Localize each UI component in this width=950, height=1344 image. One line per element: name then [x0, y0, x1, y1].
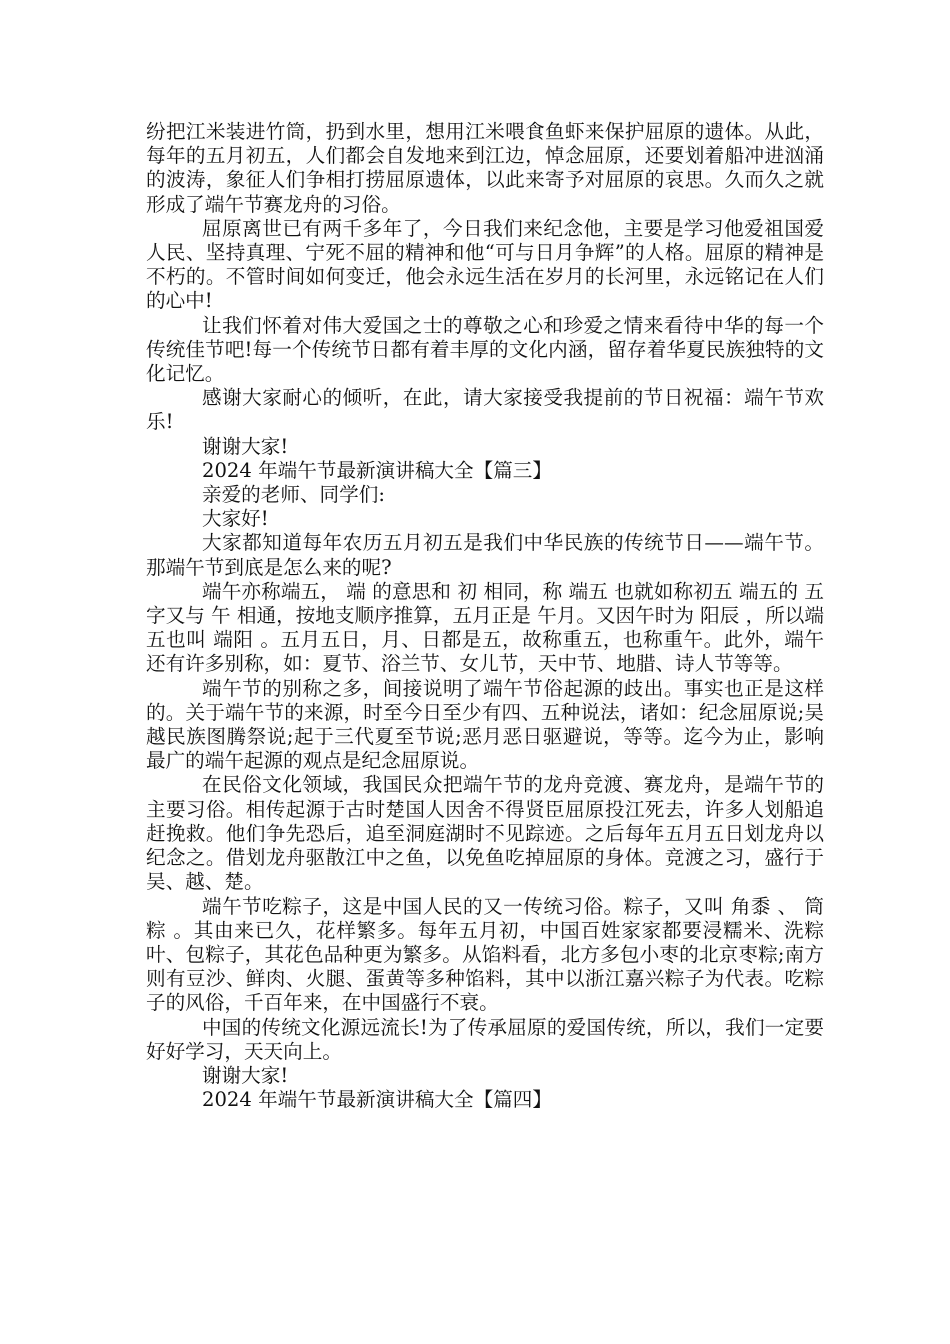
- paragraph-thanks-blessing: 感谢大家耐心的倾听，在此，请大家接受我提前的节日祝福：端午节欢乐!: [146, 386, 824, 434]
- paragraph-zongzi: 端午节吃粽子，这是中国人民的又一传统习俗。粽子，又叫 角黍 、 筒粽 。其由来已久，花样繁多。每年五月初，中国百姓家家都要浸糯米、洗粽叶、包粽子，其花色品种更为繁多。从馅料看，北方多包小枣的北京枣粽;南方则有豆沙、鲜肉、火腿、蛋黄等多种馅料，其中以浙江嘉兴粽子为代表。吃粽子的风俗，千百年来，在中国盛行不衰。: [146, 894, 824, 1015]
- paragraph-festival-heritage: 让我们怀着对伟大爱国之士的尊敬之心和珍爱之情来看待中华的每一个传统佳节吧!每一个传统节日都有着丰厚的文化内涵，留存着华夏民族独特的文化记忆。: [146, 313, 824, 386]
- paragraph-dragon-boat: 在民俗文化领域，我国民众把端午节的龙舟竞渡、赛龙舟，是端午节的主要习俗。相传起源于古时楚国人因舍不得贤臣屈原投江死去，许多人划船追赶挽救。他们争先恐后，追至洞庭湖时不见踪迹。之后每年五月五日划龙舟以纪念之。借划龙舟驱散江中之鱼，以免鱼吃掉屈原的身体。竞渡之习，盛行于吴、越、楚。: [146, 773, 824, 894]
- paragraph-tradition-closing: 中国的传统文化源远流长!为了传承屈原的爱国传统，所以，我们一定要好好学习，天天向上。: [146, 1015, 824, 1063]
- section-heading-part-three: 2024 年端午节最新演讲稿大全【篇三】: [202, 458, 552, 482]
- document-body: [146, 120, 824, 1112]
- paragraph-origin-theories: 端午节的别称之多，间接说明了端午节俗起源的歧出。事实也正是这样的。关于端午节的来源，时至今日至少有四、五种说法，诸如：纪念屈原说;吴越民族图腾祭说;起于三代夏至节说;恶月恶日驱避说，等等。迄今为止，影响最广的端午起源的观点是纪念屈原说。: [146, 676, 824, 773]
- closing-thanks: 谢谢大家!: [202, 434, 289, 458]
- salutation: 亲爱的老师、同学们:: [202, 483, 385, 507]
- paragraph-quyuan-legend-end: 纷把江米装进竹筒，扔到水里，想用江米喂食鱼虾来保护屈原的遗体。从此，每年的五月初五，人们都会自发地来到江边，悼念屈原，还要划着船冲进汹涌的波涛，象征人们争相打捞屈原遗体，以此来寄予对屈原的哀思。久而久之就形成了端午节赛龙舟的习俗。: [146, 120, 824, 216]
- paragraph-name-origin: 端午亦称端五， 端 的意思和 初 相同，称 端五 也就如称初五 端五的 五 字又与 午 相通，按地支顺序推算，五月正是 午月。又因午时为 阳辰 ，所以端五也叫 端阳 。五月五日，月、日都是五，故称重五，也称重午。此外，端午还有许多别称，如：夏节、浴兰节、女儿节，天中节、地腊、诗人节等等。: [146, 579, 824, 676]
- greeting: 大家好!: [202, 507, 269, 531]
- closing-thanks-2: 谢谢大家!: [202, 1063, 289, 1087]
- paragraph-quyuan-spirit: 屈原离世已有两千多年了，今日我们来纪念他，主要是学习他爱祖国爱人民、坚持真理、宁死不屈的精神和他“可与日月争辉”的人格。屈原的精神是不朽的。不管时间如何变迁，他会永远生活在岁月的长河里，永远铭记在人们的心中!: [146, 216, 824, 313]
- section-heading-part-four: 2024 年端午节最新演讲稿大全【篇四】: [202, 1088, 552, 1112]
- paragraph-festival-intro: 大家都知道每年农历五月初五是我们中华民族的传统节日——端午节。那端午节到底是怎么来的呢?: [146, 531, 824, 579]
